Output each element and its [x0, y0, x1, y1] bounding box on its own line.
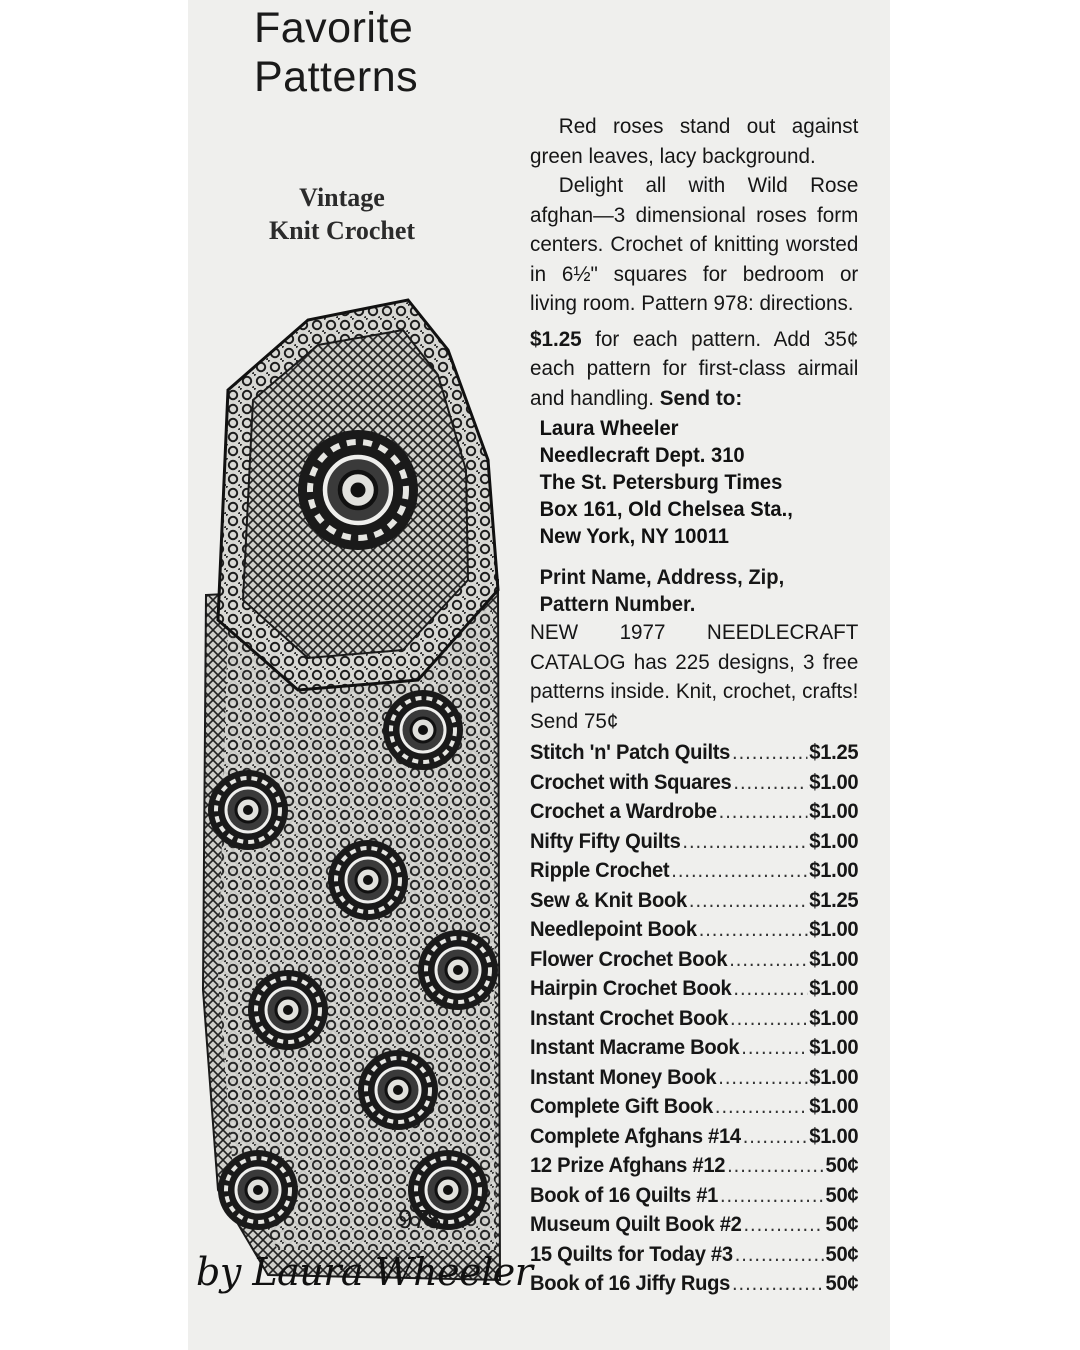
leader-dots — [718, 1063, 807, 1093]
intro-text: Red roses stand out against green leaves, lacy background. — [530, 114, 859, 168]
book-list-item — [530, 1210, 858, 1240]
book-title: 12 Prize Afghans #12 — [530, 1154, 726, 1177]
book-title: Instant Crochet Book — [530, 1006, 729, 1030]
watermark — [232, 181, 452, 247]
book-price: $1.00 — [809, 800, 859, 823]
page-title — [254, 4, 418, 102]
leader-dots — [729, 945, 807, 975]
price-paragraph — [530, 325, 858, 414]
leader-dots — [741, 1033, 807, 1063]
book-title: Crochet a Wardrobe — [530, 800, 717, 823]
pattern-number: 978 — [398, 1204, 442, 1234]
leader-dots — [730, 1004, 807, 1034]
leader-dots — [689, 886, 807, 916]
book-price-list — [530, 738, 858, 1299]
book-list-item — [530, 886, 858, 916]
print-line-1: Print Name, Address, Zip, — [539, 566, 785, 589]
book-title: 15 Quilts for Today #3 — [530, 1242, 733, 1266]
book-list-item — [530, 1122, 858, 1152]
book-title: Flower Crochet Book — [530, 947, 728, 971]
description-text: Delight all with Wild Rose afghan—3 dimensional roses form centers. Crochet of knitting worsted in 6½" squares for bedroom or living room. Pattern 978: directions. — [530, 173, 859, 315]
book-title: Ripple Crochet — [530, 859, 670, 882]
book-price: $1.00 — [809, 829, 859, 853]
book-price: $1.25 — [809, 741, 859, 764]
book-list-item — [530, 797, 858, 827]
book-list-item — [530, 1181, 858, 1211]
book-price: $1.00 — [809, 770, 859, 794]
book-list-item — [530, 827, 858, 857]
book-price: 50¢ — [825, 1154, 859, 1177]
book-list-item — [530, 738, 858, 768]
book-list-item — [530, 1092, 858, 1122]
book-title: Sew & Knit Book — [530, 888, 687, 912]
book-title: Crochet with Squares — [530, 770, 732, 794]
book-price: $1.00 — [809, 947, 859, 971]
leader-dots — [720, 1181, 824, 1211]
book-list-item — [530, 1004, 858, 1034]
book-list-item — [530, 945, 858, 975]
price-lead: $1.25 — [530, 326, 582, 351]
book-price: 50¢ — [825, 1272, 859, 1295]
book-title: Museum Quilt Book #2 — [530, 1213, 742, 1236]
book-price: $1.00 — [809, 1124, 859, 1148]
book-title: Stitch 'n' Patch Quilts — [530, 741, 731, 764]
book-title: Instant Macrame Book — [530, 1036, 740, 1059]
book-list-item — [530, 974, 858, 1004]
ad-copy — [530, 112, 858, 1299]
book-title: Needlepoint Book — [530, 918, 697, 941]
book-title: Book of 16 Quilts #1 — [530, 1183, 719, 1207]
leader-dots — [699, 915, 808, 945]
book-price: 50¢ — [825, 1183, 859, 1207]
leader-dots — [671, 856, 807, 886]
leader-dots — [735, 1240, 824, 1270]
book-price: $1.00 — [809, 918, 859, 941]
book-price: $1.00 — [809, 1095, 859, 1118]
price-text: for each pattern. Add 35¢ each pattern for first-class airmail and handling. — [530, 326, 859, 410]
book-list-item — [530, 856, 858, 886]
leader-dots — [733, 768, 807, 798]
book-price: $1.00 — [809, 1036, 859, 1059]
book-title: Hairpin Crochet Book — [530, 977, 732, 1000]
leader-dots — [715, 1092, 807, 1122]
book-list-item — [530, 768, 858, 798]
address-line: Box 161, Old Chelsea Sta., — [539, 498, 793, 521]
leader-dots — [733, 974, 807, 1004]
catalog-text: NEW 1977 NEEDLECRAFT CATALOG has 225 designs, 3 free patterns inside. Knit, crochet, crafts! Send 75¢ — [530, 620, 859, 733]
title-line-2: Patterns — [254, 53, 419, 101]
afghan-photo — [198, 290, 503, 1290]
address-line: Needlecraft Dept. 310 — [539, 444, 745, 467]
leader-dots — [743, 1210, 823, 1240]
leader-dots — [719, 797, 808, 827]
send-to-label: Send to: — [659, 385, 743, 410]
book-list-item — [530, 1269, 858, 1299]
print-instructions — [540, 564, 859, 618]
leader-dots — [732, 738, 807, 768]
leader-dots — [682, 827, 807, 857]
book-price: $1.00 — [809, 977, 859, 1000]
watermark-line-2: Knit Crochet — [268, 216, 416, 245]
mailing-address — [540, 415, 859, 550]
book-title: Book of 16 Jiffy Rugs — [530, 1272, 731, 1295]
book-title: Complete Afghans #14 — [530, 1124, 741, 1148]
book-price: 50¢ — [825, 1213, 859, 1236]
book-list-item — [530, 1063, 858, 1093]
watermark-line-1: Vintage — [299, 183, 385, 212]
leader-dots — [743, 1122, 808, 1152]
address-line: Laura Wheeler — [539, 417, 679, 440]
address-line: New York, NY 10011 — [539, 525, 730, 548]
book-title: Nifty Fifty Quilts — [530, 829, 681, 853]
book-title: Complete Gift Book — [530, 1095, 713, 1118]
book-price: $1.00 — [809, 1065, 859, 1089]
leader-dots — [732, 1269, 824, 1299]
book-list-item — [530, 1033, 858, 1063]
newspaper-clipping — [188, 0, 890, 1350]
designer-signature: by Laura Wheeler — [196, 1250, 533, 1294]
book-list-item — [530, 915, 858, 945]
title-line-1: Favorite — [254, 4, 414, 52]
book-price: $1.00 — [809, 1006, 859, 1030]
book-price: $1.00 — [809, 859, 859, 882]
print-line-2: Pattern Number. — [539, 593, 696, 616]
leader-dots — [727, 1151, 824, 1181]
book-price: 50¢ — [825, 1242, 859, 1266]
book-list-item — [530, 1240, 858, 1270]
address-line: The St. Petersburg Times — [539, 471, 783, 494]
book-list-item — [530, 1151, 858, 1181]
book-price: $1.25 — [809, 888, 859, 912]
book-title: Instant Money Book — [530, 1065, 717, 1089]
